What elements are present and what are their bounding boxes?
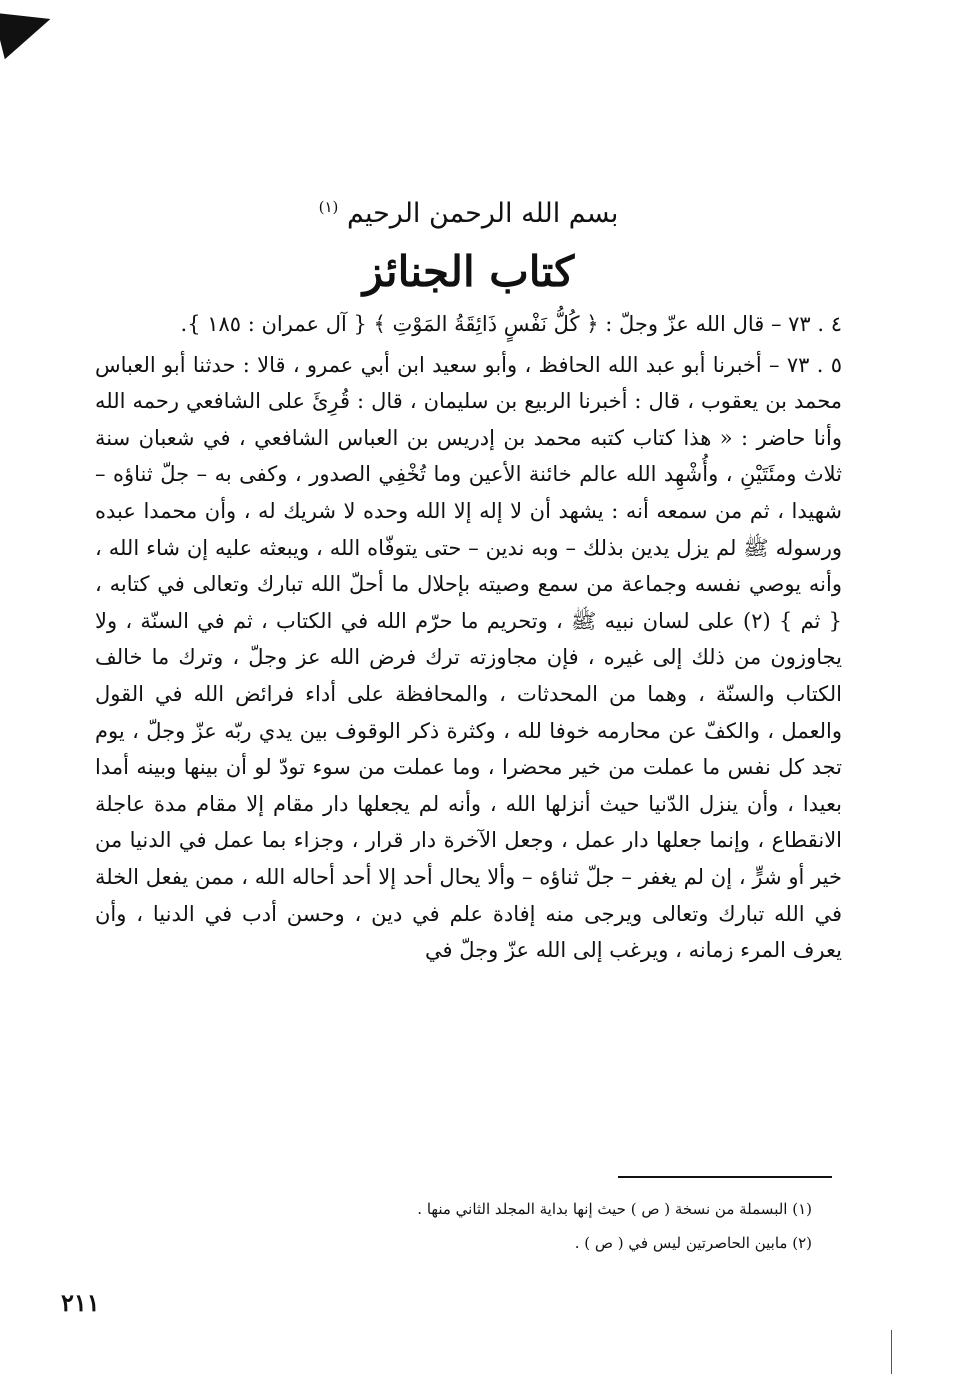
hadith-paragraph: ٤ . ٧٣ – قال الله عزّ وجلّ : ﴿ كُلُّ نَفْسٍ ذَائِقَةُ المَوْتِ ﴾ { آل عمران : ١٨٥ }. [181,312,843,336]
footnote-divider [619,1176,833,1178]
scan-edge-mark [892,1330,893,1374]
footnote-item: (١) البسملة من نسخة ( ص ) حيث إنها بداية المجلد الثاني منها . [418,1200,813,1218]
basmala-footnote-ref: (١) [319,198,340,216]
book-title: كتاب الجنائز [363,247,576,296]
page-number: ٢١١ [62,1288,101,1317]
scan-corner-mark [0,0,58,59]
footnote-item: (٢) مابين الحاصرتين ليس في ( ص ) . [575,1234,813,1252]
footnotes [280,1192,813,1260]
page-body [96,185,843,969]
basmala-text: بسم الله الرحمن الرحيم [348,198,620,229]
hadith-paragraph: ٥ . ٧٣ – أخبرنا أبو عبد الله الحافظ ، وأبو سعيد ابن أبي عمرو ، قالا : حدثنا أبو العباس محمد بن يعقوب ، قال : أخبرنا الربيع بن سليمان ، قال : قُرِئَ على الشافعي رحمه الله وأنا حاضر : « هذا كتاب كتبه محمد بن إدريس بن العباس الشافعي ، في شعبان سنة ثلاث ومئَتَيْنِ ، وأُشْهِد الله عالم خائنة الأعين وما تُخْفِي الصدور ، وكفى به – جلّ ثناؤه – شهيدا ، ثم من سمعه أنه : يشهد أن لا إله إلا الله وحده لا شريك له ، وأن محمدا عبده ورسوله ﷺ لم يزل يدين بذلك – وبه ندين – حتى يتوفّاه الله ، ويبعثه عليه إن شاء الله ، وأنه يوصي نفسه وجماعة من سمع وصيته بإحلال ما أحلّ الله تبارك وتعالى في كتابه ، { ثم } (٢) على لسان نبيه ﷺ ، وتحريم ما حرّم الله في الكتاب ، ثم في السنّة ، ولا يجاوزون من ذلك إلى غيره ، فإن مجاوزته ترك فرض الله عز وجلّ ، وترك ما خالف الكتاب والسنّة ، وهما من المحدثات ، والمحافظة على أداء فرائض الله في القول والعمل ، والكفّ عن محارمه خوفا لله ، وكثرة ذكر الوقوف بين يدي ربّه عزّ وجلّ ، يوم تجد كل نفس ما عملت من خير محضرا ، وما عملت من سوء تودّ لو أن بينها وبينه أمدا بعيدا ، وأن ينزل الدّنيا حيث أنزلها الله ، وأنه لم يجعلها دار مقام إلا مقام مدة عاجلة الانقطاع ، وإنما جعلها دار عمل ، وجعل الآخرة دار قرار ، وجزاء بما عمل في الدنيا من خير أو شرٍّ ، إن لم يغفر – جلّ ثناؤه – وألا يحال أحد إلا أحد أحاله الله ، ممن يفعل الخلة في الله تبارك وتعالى ويرجى منه إفادة علم في دين ، وحسن أدب في الدنيا ، وأن يعرف المرء زمانه ، ويرغب إلى الله عزّ وجلّ في [96,352,843,963]
basmala-heading [96,185,843,236]
